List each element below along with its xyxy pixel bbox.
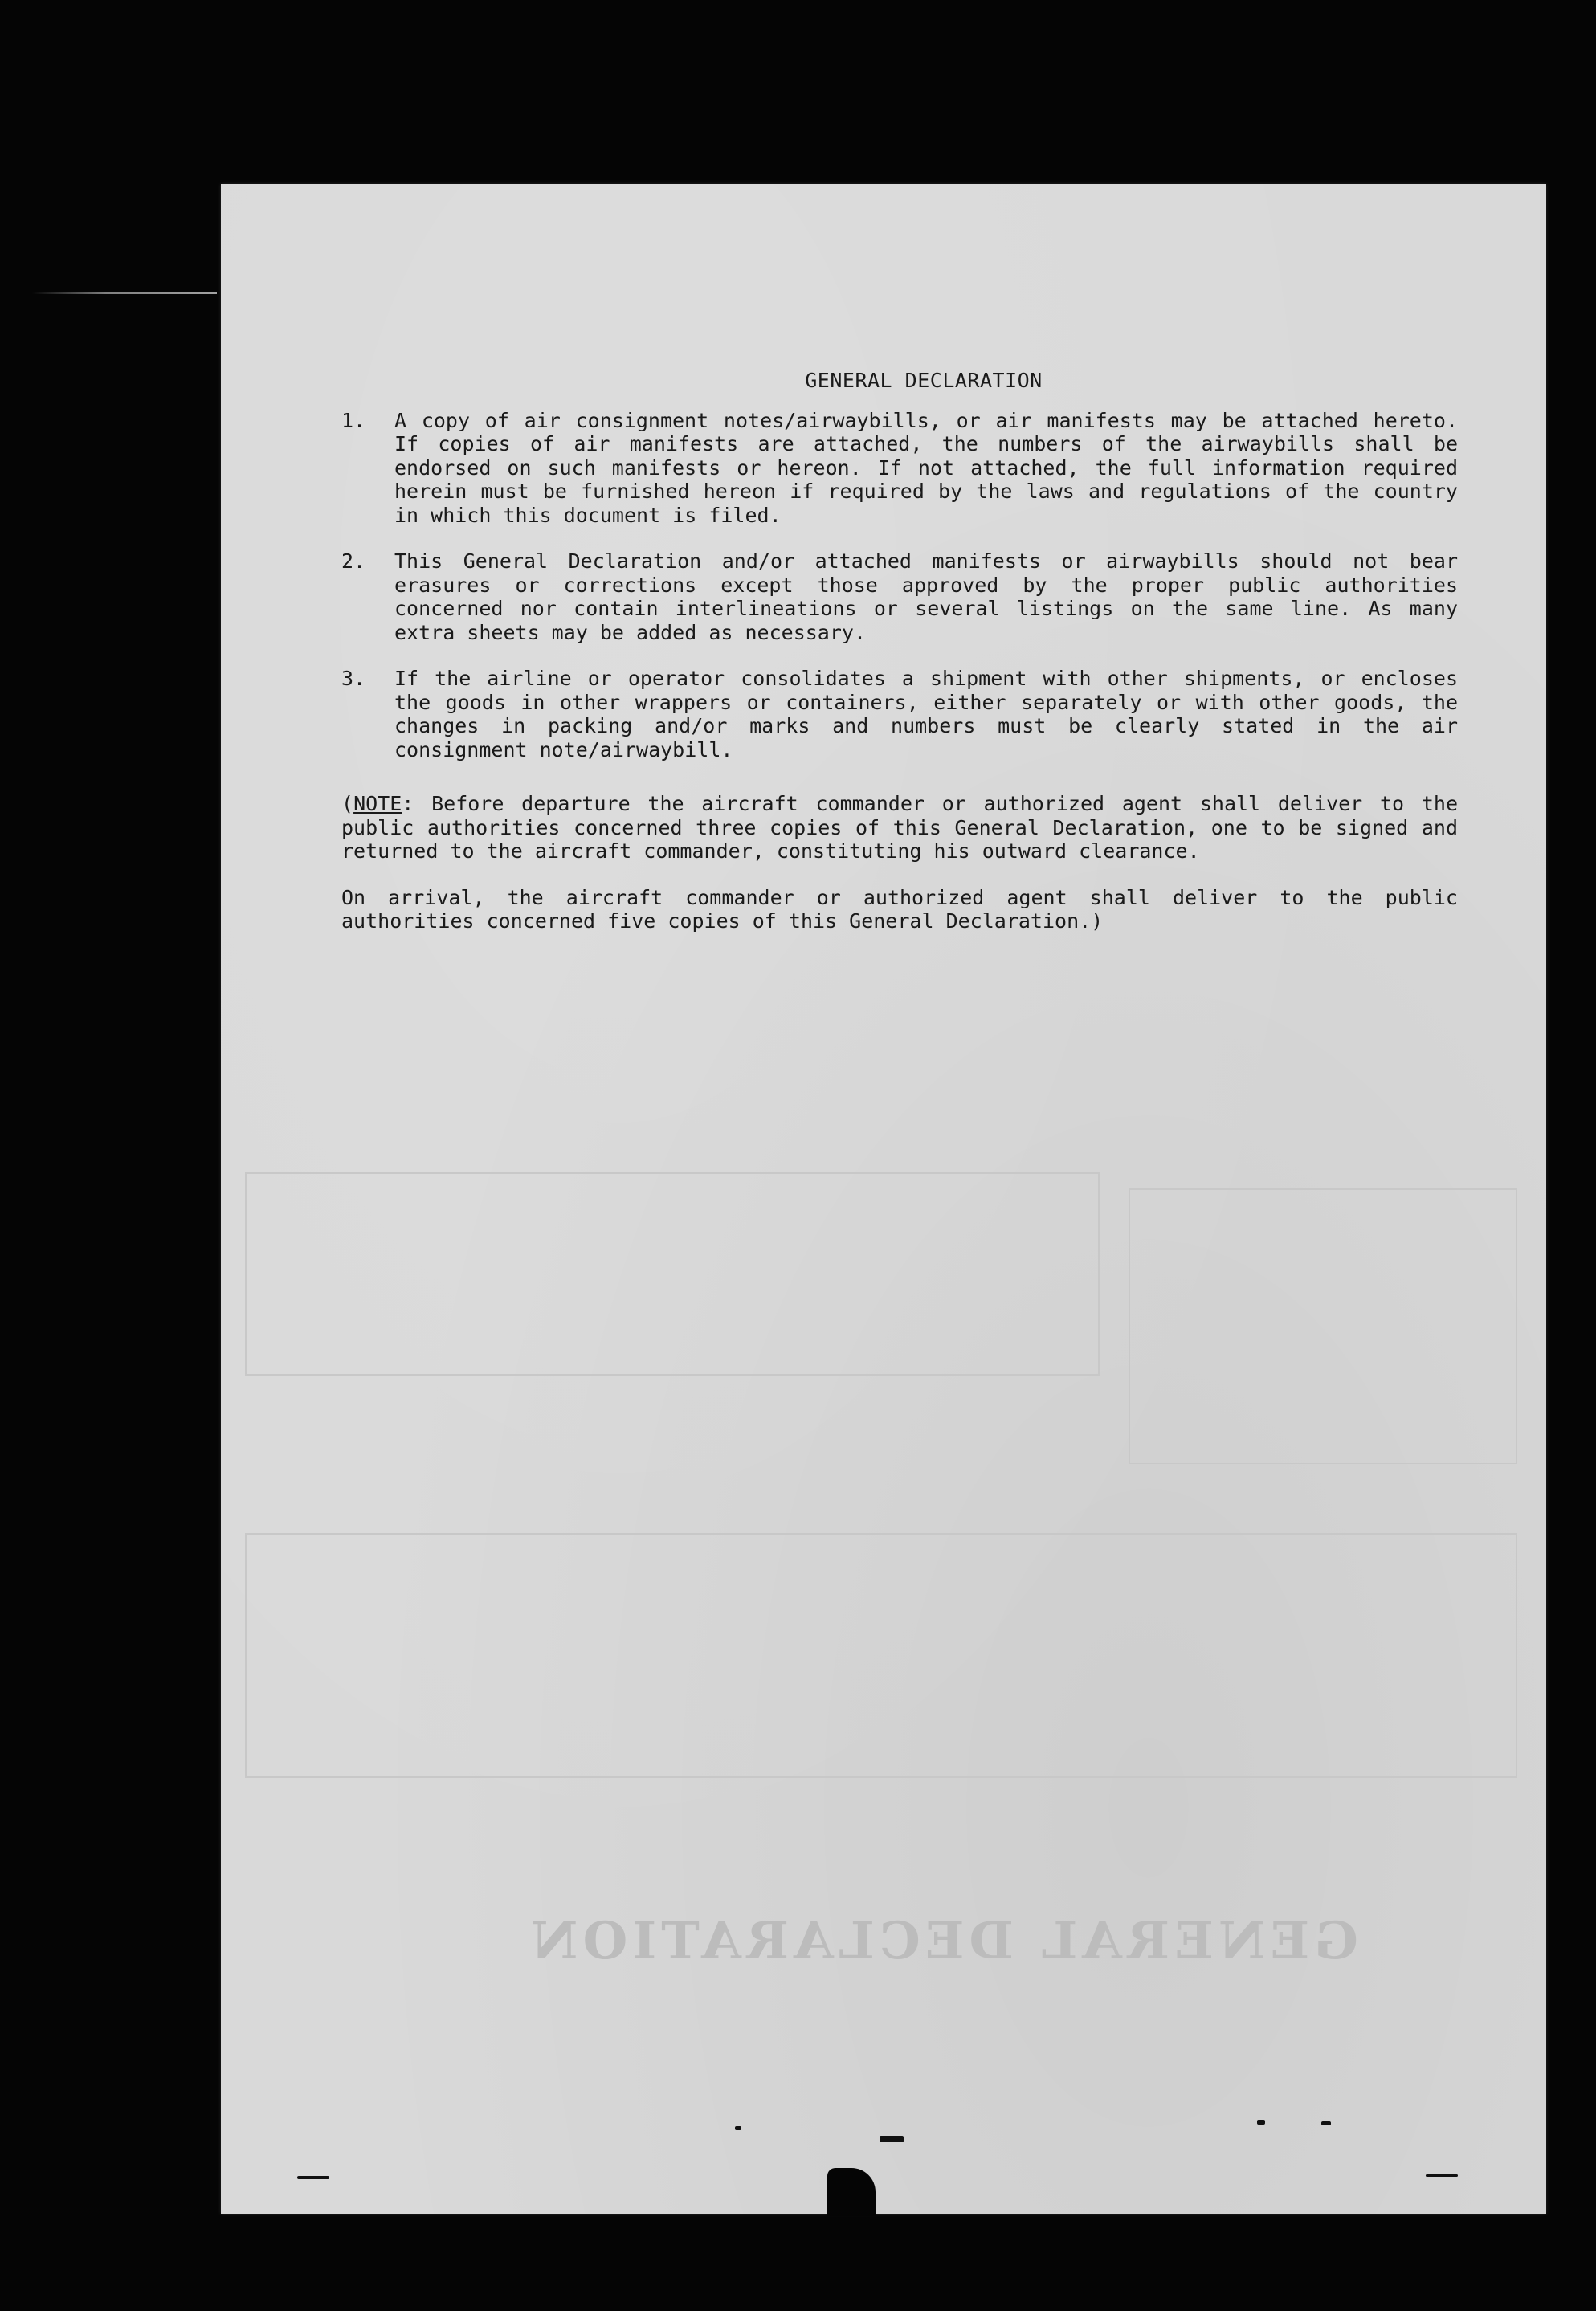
item-text: A copy of air consignment notes/airwaybills, or air manifests may be attached hereto. If copies of air manifests are attached, the numbers of the airwaybills shall be endorsed on such manifests or hereon. If not attached, the full information required herein must be furnished hereon if required by the laws and regulations of the country in which this document is filed.: [394, 408, 1458, 527]
list-item: [341, 549, 1458, 644]
paper-speck: [1257, 2120, 1265, 2125]
bleed-through-heading: GENERAL DECLARATION: [526, 1911, 1358, 1971]
item-number: 2.: [341, 549, 366, 573]
paper-speck: [1426, 2174, 1458, 2177]
paper-speck: [735, 2126, 741, 2130]
page-title: GENERAL DECLARATION: [805, 369, 1043, 392]
note-text: Before departure the aircraft commander or authorized agent shall deliver to the public authorities concerned three copies of this General Declaration, one to be signed and returned to the aircraft commander, constituting his outward clearance.: [341, 792, 1458, 863]
bleed-through-box-lower: [245, 1533, 1517, 1778]
arrival-note: On arrival, the aircraft commander or authorized agent shall deliver to the public authorities concerned five copies of this General Declaration.): [341, 885, 1458, 933]
item-number: 1.: [341, 408, 366, 432]
declaration-content: [341, 369, 1458, 933]
item-text: If the airline or operator consolidates a shipment with other shipments, or encloses the goods in other wrappers or containers, either separately or with other goods, the changes in packing and/or marks and numbers must be clearly stated in the air consignment note/airwaybill.: [394, 667, 1458, 761]
paper-speck: [1321, 2121, 1331, 2125]
departure-note: [341, 792, 1458, 864]
bleed-through-box-left: [245, 1172, 1100, 1376]
note-colon: :: [402, 792, 414, 815]
paper-tear: [827, 2168, 876, 2216]
document-page: [221, 184, 1546, 2214]
paper-speck: [297, 2176, 329, 2179]
list-item: [341, 409, 1458, 528]
item-text: This General Declaration and/or attached manifests or airwaybills should not bear erasures or corrections except those approved by the proper public authorities concerned nor contain interlineations or several listings on the same line. As many extra sheets may be added as necessary.: [394, 549, 1458, 644]
scan-edge-mark: [32, 292, 217, 294]
note-label: NOTE: [353, 792, 402, 815]
item-number: 3.: [341, 667, 366, 690]
bleed-through-box-right: [1129, 1188, 1517, 1464]
paper-speck: [880, 2136, 904, 2142]
note-open-paren: (: [341, 792, 354, 815]
list-item: [341, 667, 1458, 761]
